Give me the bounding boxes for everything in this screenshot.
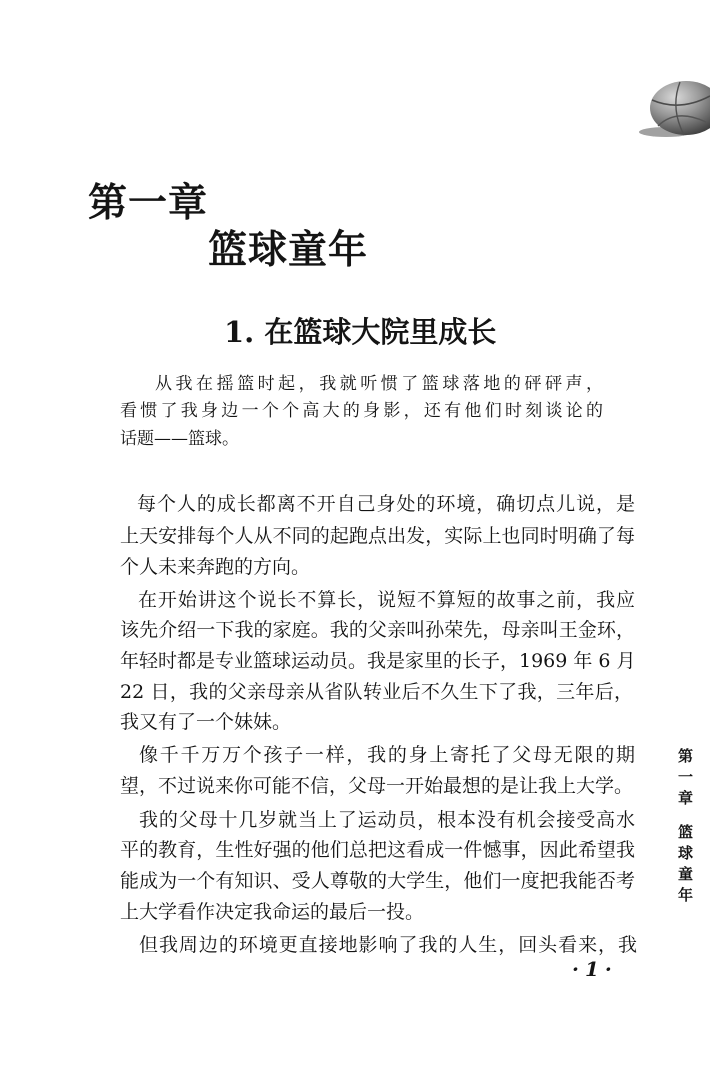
body-line: 但我周边的环境更直接地影响了我的人生，回头看来，我: [139, 934, 637, 956]
intro-line: 话题——篮球。: [120, 429, 239, 449]
body-line: 22 日，我的父亲母亲从省队转业后不久生下了我，三年后，: [120, 681, 633, 703]
body-line: 望，不过说来你可能不信，父母一开始最想的是让我上大学。: [120, 775, 634, 797]
body-line: 该先介绍一下我的家庭。我的父亲叫孙荣先，母亲叫王金环，: [120, 619, 635, 641]
chapter-label: 第一章: [88, 180, 209, 226]
body-line: 我又有了一个妹妹。: [120, 711, 292, 733]
body-line: 平的教育，生性好强的他们总把这看成一件憾事，因此希望我: [120, 839, 635, 861]
section-title: 1. 在篮球大院里成长: [224, 315, 497, 349]
body-line: 像千千万万个孩子一样，我的身上寄托了父母无限的期: [139, 744, 635, 766]
intro-line: 从我在摇篮时起，我就听惯了篮球落地的砰砰声，: [155, 374, 603, 394]
page-number: ·1·: [572, 957, 618, 981]
body-line: 在开始讲这个说长不算长，说短不算短的故事之前，我应: [138, 589, 635, 611]
body-line: 年轻时都是专业篮球运动员。我是家里的长子，1969 年 6 月: [120, 650, 636, 672]
body-line: 每个人的成长都离不开自己身处的环境，确切点儿说，是: [137, 493, 635, 515]
body-line: 上天安排每个人从不同的起跑点出发，实际上也同时明确了每: [120, 525, 635, 547]
chapter-title: 篮球童年: [208, 227, 369, 273]
body-line: 能成为一个有知识、受人尊敬的大学生，他们一度把我能否考: [120, 870, 635, 892]
body-line: 个人未来奔跑的方向。: [120, 556, 311, 578]
basketball-icon: [636, 78, 710, 142]
intro-line: 看惯了我身边一个个高大的身影，还有他们时刻谈论的: [120, 401, 603, 421]
body-line: 我的父母十几岁就当上了运动员，根本没有机会接受高水: [139, 809, 635, 831]
running-head-chapter: 第一章: [676, 748, 694, 811]
body-line: 上大学看作决定我命运的最后一投。: [120, 901, 425, 923]
running-head-title: 篮球童年: [676, 824, 694, 908]
